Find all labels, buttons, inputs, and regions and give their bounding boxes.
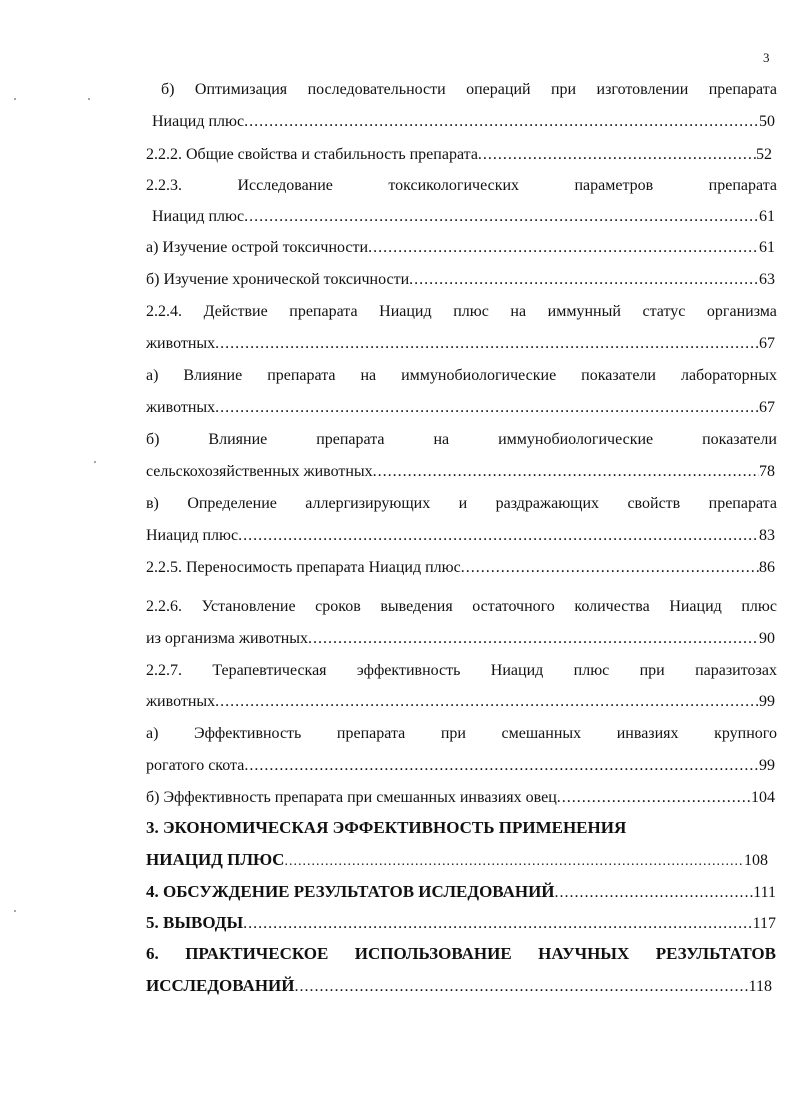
toc-entry-line [146,526,775,546]
toc-word: иммунный [547,303,621,320]
toc-page-number: 63 [759,271,775,288]
toc-word: при [440,725,466,742]
toc-word: сроков [315,598,361,615]
toc-word: Ниацид [490,662,544,679]
toc-entry-title: ИССЛЕДОВАНИЙ [146,976,295,995]
toc-entry-line [146,398,775,418]
toc-word: при [639,662,665,679]
toc-word: при [550,81,577,98]
toc-word: Эффективность [194,725,302,742]
toc-word: препарата [336,725,406,742]
toc-entry-title: 2.2.5. Переносимость препарата Ниацид плюс [146,559,461,576]
toc-word: а) [146,725,159,742]
toc-word: плюс [741,598,777,615]
toc-word: Действие [203,303,268,320]
toc-word: Ниацид [669,598,722,615]
toc-word: в) [146,495,159,512]
toc-leader-dots [555,883,754,903]
toc-entry-line [146,462,775,482]
toc-page-number: 78 [759,463,775,480]
toc-word: б) [161,81,175,98]
toc-word: инвазиях [616,725,679,742]
toc-leader-dots [215,692,759,712]
toc-entry-title: а) Изучение острой токсичности [146,239,369,256]
toc-word: организма [706,303,777,320]
toc-word: Определение [187,495,277,512]
toc-leader-dots [368,238,759,258]
toc-page-number: 83 [759,527,775,544]
toc-entry-line [146,270,775,290]
toc-leader-dots [373,462,759,482]
toc-word: статус [642,303,686,320]
toc-word: на [510,303,527,320]
toc-entry-line [146,661,777,681]
toc-entry-title: из организма животных [146,630,309,647]
toc-page-number: 111 [753,884,776,901]
toc-entry-line [146,302,777,322]
toc-word: Исследование [237,177,333,194]
toc-word: 2.2.7. [146,662,182,679]
toc-entry-title: б) Эффективность препарата при смешанных инвазиях овец [146,789,557,806]
toc-entry-line [146,597,777,617]
toc-word: аллергизирующих [305,495,431,512]
toc-leader-dots [295,977,749,997]
toc-leader-dots [461,558,759,578]
toc-leader-dots [244,207,759,227]
toc-entry-title: животных [146,399,216,416]
toc-word: свойств [627,495,681,512]
scan-speck [94,461,96,463]
toc-word: на [433,431,450,448]
toc-leader-dots [238,526,759,546]
toc-word: последовательности [307,81,446,98]
toc-entry-title: сельскохозяйственных животных [146,463,373,480]
toc-page-number: 67 [759,335,775,352]
toc-word: а) [146,367,159,384]
toc-entry-title: 4. ОБСУЖДЕНИЕ РЕЗУЛЬТАТОВ ИСЛЕДОВАНИЙ [146,882,555,901]
toc-word: параметров [574,177,654,194]
toc-word: иммунобиологические [401,367,557,384]
toc-word: РЕЗУЛЬТАТОВ [655,944,776,963]
toc-leader-dots [284,852,744,872]
toc-leader-dots [409,270,759,290]
toc-entry-line [146,238,775,258]
toc-leader-dots [557,788,751,808]
toc-entry-line [146,334,775,354]
toc-word: ИСПОЛЬЗОВАНИЕ [354,944,512,963]
toc-word: показатели [581,367,656,384]
toc-entry-title: животных [146,693,216,710]
toc-page-number: 99 [759,757,775,774]
toc-entry-title: 5. ВЫВОДЫ [146,913,244,932]
toc-word: Влияние [208,431,268,448]
toc-word: препарата [316,431,385,448]
toc-page-number: 90 [759,630,775,647]
toc-entry-line [146,366,777,386]
toc-word: 2.2.4. [146,303,182,320]
toc-word: 2.2.3. [146,177,182,194]
toc-word: Терапевтическая [212,662,327,679]
toc-entry-title: б) Изучение хронической токсичности [146,271,410,288]
toc-word: токсикологических [388,177,520,194]
scan-speck [14,910,16,912]
toc-entry-line [146,145,772,165]
toc-word: и [458,495,468,512]
toc-word: препарата [708,177,777,194]
toc-page-number: 52 [756,146,772,163]
toc-entry-line [146,430,777,450]
toc-entry-line [146,692,775,712]
scan-speck [14,98,16,100]
toc-page-number: 118 [748,978,772,995]
page-number: 3 [763,50,770,65]
toc-word: препарата [708,495,777,512]
toc-leader-dots [243,914,752,934]
toc-page-number: 86 [759,559,775,576]
toc-leader-dots [244,112,759,132]
toc-section-heading: 3. ЭКОНОМИЧЕСКАЯ ЭФФЕКТИВНОСТЬ ПРИМЕНЕНИЯ [146,818,627,837]
toc-word: показатели [702,431,777,448]
toc-page-number: 104 [751,789,775,806]
toc-entry-line [146,756,775,776]
toc-page-number: 67 [759,399,775,416]
toc-entry-line [146,882,776,903]
toc-entry-line [146,724,777,744]
toc-word: НАУЧНЫХ [538,944,630,963]
toc-word: ПРАКТИЧЕСКОЕ [185,944,329,963]
toc-entry-title: НИАЦИД ПЛЮС [146,850,285,869]
toc-page-number: 117 [752,915,776,932]
toc-word: количества [574,598,650,615]
toc-entry-line [146,558,775,578]
toc-leader-dots [308,629,759,649]
toc-entry-title: животных [146,335,216,352]
toc-entry-line [146,976,772,997]
toc-word: препарата [708,81,777,98]
toc-word: 6. [146,944,159,963]
toc-entry-line [146,913,776,934]
toc-page-number: 99 [759,693,775,710]
toc-page-number: 108 [744,852,768,869]
toc-word: Влияние [183,367,243,384]
toc-entry-line [152,207,775,227]
toc-word: Ниацид [379,303,432,320]
toc-word: эффективность [356,662,461,679]
toc-entry-line [146,176,777,196]
toc-page-number: 61 [759,208,775,225]
toc-word: иммунобиологические [498,431,654,448]
toc-word: Оптимизация [194,81,288,98]
toc-entry-line [152,112,775,132]
toc-word: 2.2.6. [146,598,182,615]
toc-entry-line [146,629,775,649]
toc-page-number: 61 [759,239,775,256]
toc-word: смешанных [501,725,582,742]
toc-entry-line [146,788,775,808]
toc-leader-dots [215,398,759,418]
toc-word: плюс [453,303,489,320]
toc-word: раздражающих [495,495,600,512]
toc-entry-line [146,494,777,514]
toc-leader-dots [244,756,759,776]
toc-entry-title: Ниацид плюс [152,208,245,225]
toc-entry-line [146,850,768,872]
toc-leader-dots [478,145,756,165]
toc-word: паразитозах [695,662,777,679]
toc-word: препарата [267,367,336,384]
toc-leader-dots [215,334,759,354]
toc-entry-title: Ниацид плюс [152,113,245,130]
toc-word: Установление [201,598,296,615]
toc-word: операций [466,81,531,98]
toc-word: выведения [380,598,453,615]
toc-word: б) [146,431,160,448]
toc-page-number: 50 [759,113,775,130]
toc-word: плюс [573,662,610,679]
toc-entry-line [146,944,776,964]
toc-entry-title: 2.2.2. Общие свойства и стабильность препарата [146,146,478,163]
toc-entry-title: Ниацид плюс [146,527,239,544]
toc-word: препарата [289,303,358,320]
toc-word: лабораторных [680,367,777,384]
toc-entry-title: рогатого скота [146,757,245,774]
toc-word: изготовлении [596,81,689,98]
scan-speck [88,98,90,100]
toc-word: крупного [714,725,777,742]
toc-word: на [360,367,377,384]
toc-word: остаточного [472,598,555,615]
toc-entry-line [161,80,777,100]
